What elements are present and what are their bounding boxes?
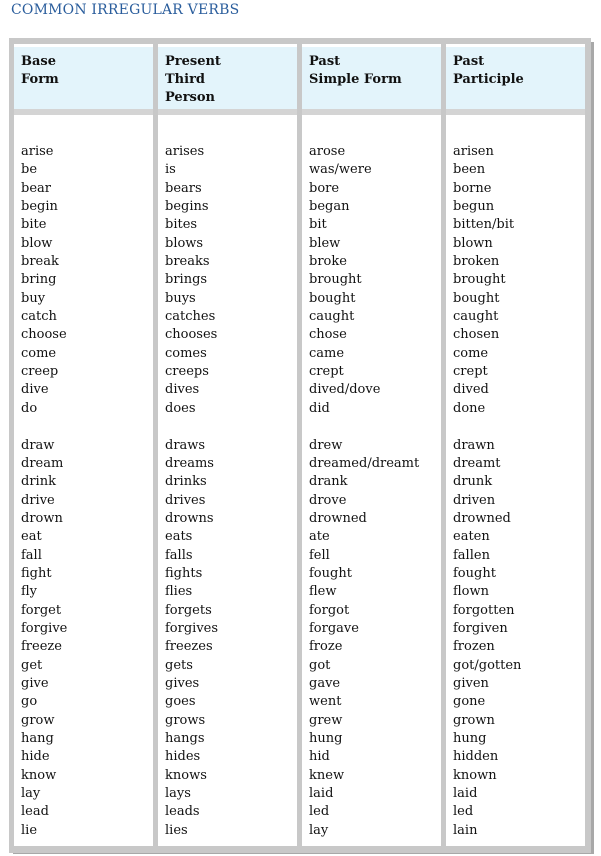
header-text: Past (309, 54, 341, 69)
verb-cell: hangs (165, 731, 205, 746)
header-separator (158, 109, 297, 115)
header-separator (14, 109, 153, 115)
verb-cell: laid (309, 786, 334, 802)
verb-cell: falls (165, 547, 193, 563)
verb-cell: bitten/bit (453, 217, 515, 233)
verb-cell: dives (165, 382, 200, 398)
verb-cell: fought (309, 565, 352, 581)
verb-cell: dreamt (453, 455, 501, 471)
verb-cell: borne (453, 180, 492, 196)
verb-cell: forgives (165, 620, 219, 636)
verb-cell: forgiven (453, 620, 508, 636)
verb-cell: begun (453, 199, 495, 215)
verb-list-past-simple (302, 143, 438, 840)
verb-cell: brought (309, 272, 362, 288)
verb-cell: dreamed/dreamt (309, 455, 420, 471)
verb-cell: caught (309, 309, 355, 325)
header-text: Base (21, 54, 57, 69)
header-text: Person (165, 90, 215, 105)
header-separator (446, 109, 585, 115)
verb-cell: drowned (309, 510, 367, 526)
verb-cell: grows (165, 712, 206, 728)
verb-cell: chose (309, 327, 347, 343)
verb-cell: creep (21, 364, 59, 380)
verb-cell: ate (309, 529, 330, 545)
header-text: Participle (453, 72, 524, 87)
verb-cell: buy (21, 290, 46, 306)
header-text: Present (165, 54, 221, 69)
verb-cell: forgive (21, 620, 68, 636)
verb-cell: dreams (165, 455, 214, 471)
verb-cell: was/were (309, 162, 372, 178)
row-gap (165, 418, 294, 436)
verb-cell: bring (21, 272, 57, 288)
verb-cell: freezes (165, 639, 213, 655)
verb-cell: lead (21, 804, 49, 820)
verb-cell: drink (21, 474, 56, 490)
verb-cell: crept (453, 364, 488, 380)
verb-cell: arisen (453, 144, 494, 159)
verb-cell: forgot (309, 602, 350, 618)
verb-cell: buys (165, 290, 196, 306)
verb-cell: blew (309, 235, 341, 251)
verb-cell: froze (309, 639, 343, 655)
verb-cell: lays (165, 786, 191, 802)
verb-cell: hung (453, 731, 487, 746)
verb-cell: drunk (453, 474, 493, 490)
header-text: Simple Form (309, 72, 402, 87)
verb-cell: catch (21, 309, 57, 325)
verb-cell: dived/dove (309, 382, 381, 398)
verb-cell: did (309, 400, 330, 416)
verb-cell: grown (453, 712, 495, 728)
verb-cell: led (453, 804, 474, 820)
row-gap (21, 418, 150, 436)
verb-cell: knew (309, 767, 345, 783)
verb-cell: frozen (453, 639, 495, 655)
verb-cell: arise (21, 144, 54, 159)
verb-cell: hung (309, 731, 343, 746)
page-title: COMMON IRREGULAR VERBS (11, 2, 240, 18)
verb-cell: got/gotten (453, 657, 522, 673)
header-past-simple-form (302, 47, 441, 109)
verb-cell: know (21, 767, 57, 783)
verb-cell: broken (453, 254, 500, 270)
verb-cell: led (309, 804, 330, 820)
verb-cell: eats (165, 529, 193, 545)
verb-cell: begin (21, 199, 58, 215)
verb-cell: fight (21, 565, 52, 581)
verb-cell: known (453, 767, 497, 783)
verb-cell: flies (165, 584, 193, 600)
verb-cell: brought (453, 272, 506, 288)
verb-cell: gone (453, 694, 486, 710)
verb-cell: comes (165, 345, 207, 361)
verb-cell: been (453, 162, 486, 178)
verb-cell: driven (453, 492, 496, 508)
verb-cell: caught (453, 309, 499, 325)
verb-cell: fall (21, 547, 42, 563)
verb-cell: freeze (21, 639, 62, 655)
verb-cell: choose (21, 327, 67, 343)
verb-cell: given (453, 675, 489, 691)
verb-cell: eat (21, 529, 42, 545)
verb-cell: knows (165, 767, 207, 783)
verb-cell: gave (309, 675, 341, 691)
verb-cell: draws (165, 437, 206, 453)
verb-cell: draw (21, 437, 55, 453)
verb-cell: eaten (453, 529, 490, 545)
verb-cell: hidden (453, 749, 499, 765)
verb-cell: do (21, 400, 38, 416)
verb-cell: begins (165, 199, 209, 215)
verb-cell: break (21, 254, 59, 270)
verb-cell: grew (309, 712, 343, 728)
verb-cell: come (453, 345, 489, 361)
verb-cell: forgave (309, 620, 359, 636)
table-shadow-right (591, 42, 594, 853)
verb-cell: drinks (165, 474, 207, 490)
verb-cell: come (21, 345, 57, 361)
verb-cell: drive (21, 492, 55, 508)
header-base-form (14, 47, 153, 109)
verb-cell: fights (165, 565, 203, 581)
verb-cell: bites (165, 217, 198, 233)
header-text: Third (165, 72, 206, 87)
verb-cell: drowned (453, 510, 511, 526)
verb-cell: get (21, 657, 43, 673)
verb-cell: fell (309, 547, 330, 563)
verb-cell: dived (453, 382, 489, 398)
verb-cell: flown (453, 584, 489, 600)
verb-list-base (14, 143, 150, 840)
verb-cell: drank (309, 474, 348, 490)
verb-cell: leads (165, 804, 200, 820)
verb-cell: dive (21, 382, 49, 398)
header-separator (302, 109, 441, 115)
verb-cell: chooses (165, 327, 218, 343)
verb-cell: forget (21, 602, 62, 618)
verb-cell: lay (309, 822, 329, 838)
verb-cell: chosen (453, 327, 500, 343)
verb-cell: blows (165, 235, 204, 251)
verb-list-past-participle (446, 143, 582, 840)
verb-cell: catches (165, 309, 216, 325)
verb-cell: hide (21, 749, 50, 765)
verb-cell: be (21, 162, 38, 178)
verb-cell: gives (165, 675, 200, 691)
verb-cell: give (21, 675, 49, 691)
verb-cell: grow (21, 712, 55, 728)
row-gap (453, 418, 582, 436)
verb-cell: is (165, 162, 176, 178)
row-gap (309, 418, 438, 436)
verb-cell: drown (21, 510, 63, 526)
verb-cell: came (309, 345, 345, 361)
verb-cell: drowns (165, 510, 214, 526)
verb-cell: bite (21, 217, 47, 233)
verb-cell: drawn (453, 437, 495, 453)
verb-cell: gets (165, 657, 193, 673)
verb-cell: fought (453, 565, 496, 581)
verb-cell: forgotten (453, 602, 515, 618)
verb-cell: laid (453, 786, 478, 802)
verb-cell: forgets (165, 602, 212, 618)
verb-cell: creeps (165, 364, 209, 380)
verb-cell: go (21, 694, 38, 710)
verb-cell: lain (453, 822, 478, 838)
verb-cell: goes (165, 694, 196, 710)
verb-list-present (158, 143, 294, 840)
verb-cell: bore (309, 180, 340, 196)
verb-cell: broke (309, 254, 347, 270)
verb-cell: lies (165, 822, 188, 838)
verb-cell: bought (309, 290, 356, 306)
verb-cell: hides (165, 749, 201, 765)
verb-cell: done (453, 400, 486, 416)
verb-cell: dream (21, 455, 64, 471)
verb-cell: hid (309, 749, 330, 765)
verb-cell: drives (165, 492, 206, 508)
verb-cell: brings (165, 272, 208, 288)
verb-cell: lay (21, 786, 41, 802)
header-text: Past (453, 54, 485, 69)
verb-cell: arose (309, 144, 346, 159)
verb-cell: bears (165, 180, 202, 196)
verb-cell: breaks (165, 254, 210, 270)
verb-cell: bear (21, 180, 51, 196)
verb-cell: went (309, 694, 342, 710)
verb-cell: hang (21, 731, 54, 746)
header-present-third-person (158, 47, 297, 109)
verb-cell: fallen (453, 547, 490, 563)
verb-cell: arises (165, 144, 205, 159)
verb-cell: bought (453, 290, 500, 306)
verb-cell: drove (309, 492, 347, 508)
verb-cell: drew (309, 437, 343, 453)
verb-cell: blow (21, 235, 53, 251)
verb-cell: lie (21, 822, 38, 838)
verb-cell: does (165, 400, 196, 416)
verb-cell: crept (309, 364, 344, 380)
header-past-participle (446, 47, 585, 109)
header-text: Form (21, 72, 59, 87)
verb-cell: blown (453, 235, 493, 251)
verb-cell: flew (309, 584, 337, 600)
verb-cell: fly (21, 584, 38, 600)
verb-cell: got (309, 657, 331, 673)
verb-cell: began (309, 199, 350, 215)
verb-cell: bit (309, 217, 327, 233)
